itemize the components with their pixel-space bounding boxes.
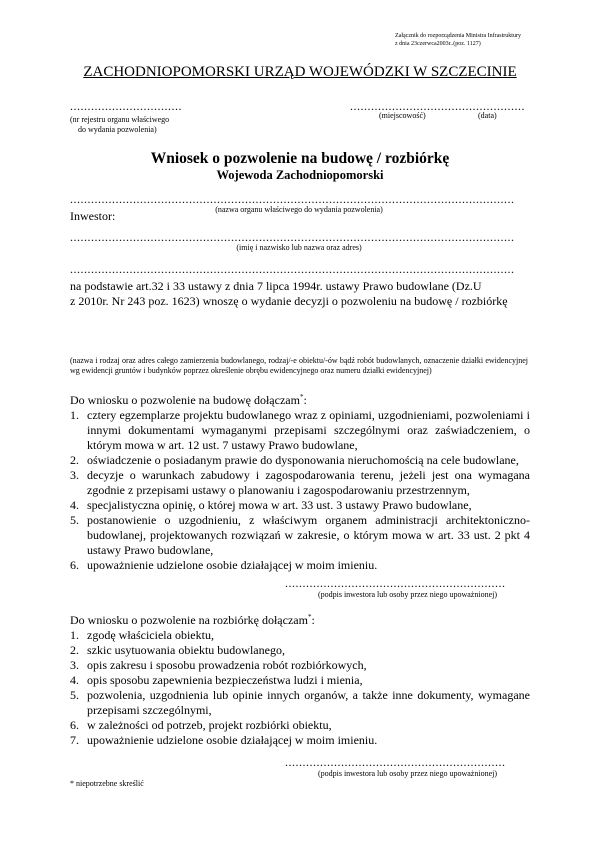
annex-note-line1: Załącznik do rozporządzenia Ministra Infrastruktury bbox=[395, 33, 521, 39]
list-item-text: oświadczenie o posiadanym prawie do dysponowania nieruchomością na cele budowlane, bbox=[87, 453, 519, 467]
list-item bbox=[70, 558, 530, 573]
list-item-text: zgodę właściciela obiektu, bbox=[87, 628, 214, 642]
list-item bbox=[70, 688, 530, 718]
construction-heading bbox=[70, 393, 530, 408]
list-item-number: 2. bbox=[70, 453, 79, 467]
legal-basis bbox=[70, 279, 530, 309]
demolition-signature-caption: (podpis inwestora lub osoby przez niego upoważnionej) bbox=[317, 769, 498, 778]
list-item-text: decyzje o warunkach zabudowy i zagospodarowania terenu, jeżeli jest ona wymagana zgodnie z przepisami ustawy o planowaniu i zagospodarowaniu przestrzennym, bbox=[87, 468, 530, 497]
list-item-number: 3. bbox=[70, 658, 79, 672]
investor-label: Inwestor: bbox=[70, 209, 116, 223]
construction-list bbox=[70, 408, 530, 573]
list-item-text: specjalistyczna opinię, o której mowa w art. 33 ust. 3 ustawy Prawo budowlane, bbox=[87, 498, 472, 512]
list-item bbox=[70, 673, 530, 688]
registry-caption bbox=[70, 115, 169, 135]
date-caption: (data) bbox=[478, 111, 497, 120]
list-item bbox=[70, 498, 530, 513]
place-date-dots: .................................................. bbox=[350, 100, 525, 112]
list-item bbox=[70, 718, 530, 733]
list-item-number: 3. bbox=[70, 468, 79, 482]
demolition-heading-colon: : bbox=[311, 613, 315, 627]
list-item bbox=[70, 643, 530, 658]
list-item-text: postanowienie o uzgodnieniu, z właściwym organem administracji architektoniczno-budowlanej, projektowanych rozwiązań w zakresie, o którym mowa w art. 33 ust. 2 pkt 4 ustawy Prawo budowlane, bbox=[87, 513, 530, 557]
list-item bbox=[70, 408, 530, 453]
list-item-number: 5. bbox=[70, 688, 79, 702]
demolition-list bbox=[70, 628, 530, 748]
list-item-number: 5. bbox=[70, 513, 79, 527]
investor-dots: ............................................................................................................................... bbox=[70, 231, 515, 243]
list-item-number: 1. bbox=[70, 408, 79, 422]
registry-caption-line1: (nr rejestru organu właściwego bbox=[70, 115, 170, 124]
demolition-section bbox=[70, 613, 530, 748]
construction-signature-caption: (podpis inwestora lub osoby przez niego upoważnionej) bbox=[317, 590, 498, 599]
construction-section bbox=[70, 393, 530, 573]
list-item-text: szkic usytuowania obiektu budowlanego, bbox=[87, 643, 285, 657]
authority-caption: (nazwa organu właściwego do wydania pozwolenia) bbox=[215, 205, 383, 214]
document-subtitle: Wojewoda Zachodniopomorski bbox=[216, 168, 384, 182]
demolition-heading bbox=[70, 613, 530, 628]
office-header: ZACHODNIOPOMORSKI URZĄD WOJEWÓDZKI W SZCZECINIE bbox=[83, 64, 517, 80]
list-item-number: 1. bbox=[70, 628, 79, 642]
authority-dots: ............................................................................................................................... bbox=[70, 193, 515, 205]
list-item-text: upoważnienie udzielone osobie działającej w moim imieniu. bbox=[87, 558, 378, 572]
list-item-text: w zależności od potrzeb, projekt rozbiórki obiektu, bbox=[87, 718, 332, 732]
list-item bbox=[70, 453, 530, 468]
list-item-number: 6. bbox=[70, 718, 79, 732]
construction-signature-dots: ............................................................... bbox=[285, 577, 506, 589]
construction-heading-colon: : bbox=[303, 393, 307, 407]
list-item-text: opis sposobu zapewnienia bezpieczeństwa ludzi i mienia, bbox=[87, 673, 363, 687]
project-caption: (nazwa i rodzaj oraz adres całego zamierzenia budowlanego, rodzaj/-e obiektu/-ów bądź robót budowlanych, oznaczenie działki ewidencyjnej wg ewidencji gruntów i budynków poprzez określenie obrębu ewidencyjnego oraz numeru działki ewidencyjnej) bbox=[70, 356, 528, 375]
registry-dots: ................................ bbox=[70, 100, 182, 112]
annex-note bbox=[395, 33, 595, 48]
list-item-text: opis zakresu i sposobu prowadzenia robót rozbiórkowych, bbox=[87, 658, 367, 672]
list-item-number: 4. bbox=[70, 673, 79, 687]
annex-note-line2: z dnia 23czerwca2003r..(poz. 1127) bbox=[395, 40, 481, 47]
list-item-number: 6. bbox=[70, 558, 79, 572]
demolition-heading-mark: * bbox=[307, 613, 312, 621]
investor-caption: (imię i nazwisko lub nazwa oraz adres) bbox=[236, 243, 362, 252]
place-caption: (miejscowość) bbox=[379, 111, 426, 120]
legal-basis-line1: na podstawie art.32 i 33 ustawy z dnia 7 lipca 1994r. ustawy Prawo budowlane (Dz.U bbox=[70, 279, 482, 293]
list-item-text: pozwolenia, uzgodnienia lub opinie innych organów, a także inne dokumenty, wymagane przepisami szczególnymi, bbox=[87, 688, 530, 717]
list-item-text: cztery egzemplarze projektu budowlanego wraz z opiniami, uzgodnieniami, pozwoleniami i innymi dokumentami wymaganymi przepisami szczególnymi oraz zaświadczeniem, o którym mowa w art. 12 ust. 7 ustawy Prawo budowlane, bbox=[87, 408, 530, 452]
list-item bbox=[70, 733, 530, 748]
list-item bbox=[70, 658, 530, 673]
list-item-number: 4. bbox=[70, 498, 79, 512]
list-item-number: 2. bbox=[70, 643, 79, 657]
list-item bbox=[70, 468, 530, 498]
demolition-heading-text: Do wniosku o pozwolenie na rozbiórkę dołączam bbox=[70, 613, 308, 627]
construction-heading-text: Do wniosku o pozwolenie na budowę dołączam bbox=[70, 393, 300, 407]
registry-caption-line2: do wydania pozwolenia) bbox=[78, 125, 157, 134]
construction-heading-mark: * bbox=[299, 393, 304, 401]
investor-dots-2: ............................................................................................................................... bbox=[70, 263, 515, 275]
document-title: Wniosek o pozwolenie na budowę / rozbiórkę bbox=[150, 150, 450, 167]
list-item-text: upoważnienie udzielone osobie działającej w moim imieniu. bbox=[87, 733, 378, 747]
list-item-number: 7. bbox=[70, 733, 79, 747]
demolition-signature-dots: ............................................................... bbox=[285, 756, 506, 768]
list-item bbox=[70, 628, 530, 643]
list-item bbox=[70, 513, 530, 558]
legal-basis-line2: z 2010r. Nr 243 poz. 1623) wnoszę o wydanie decyzji o pozwoleniu na budowę / rozbiórkę bbox=[70, 294, 508, 308]
footnote: * niepotrzebne skreślić bbox=[70, 779, 144, 788]
